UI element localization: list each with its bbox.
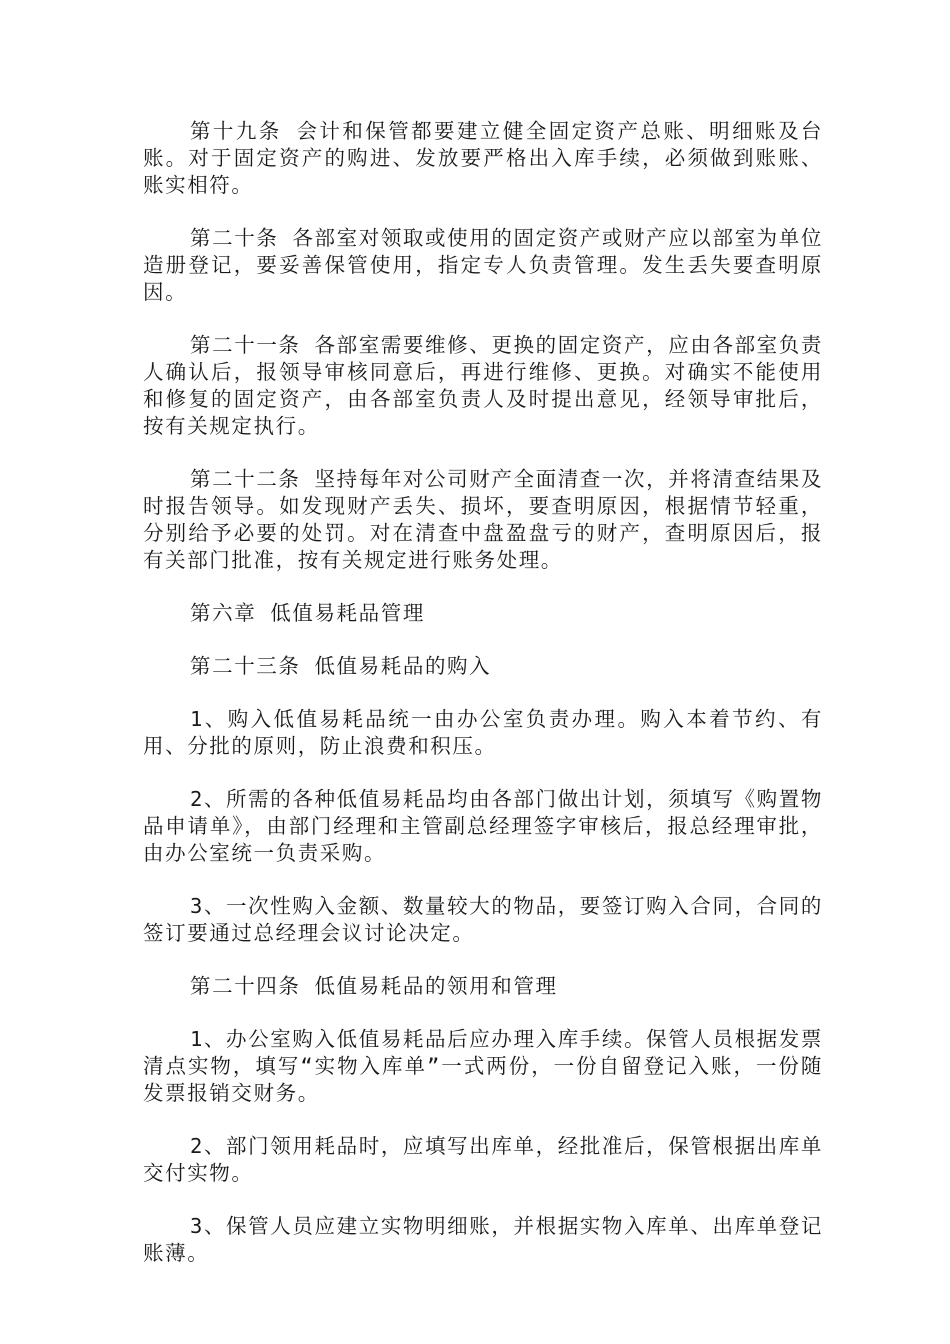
article-23-heading: 第二十三条 低值易耗品的购入 (190, 654, 492, 678)
document-body (143, 118, 823, 1293)
article-24-item-2: 2、部门领用耗品时，应填写出库单，经批准后，保管根据出库单交付实物。 (143, 1134, 823, 1185)
chapter-6-heading: 第六章 低值易耗品管理 (190, 601, 425, 625)
article-21: 第二十一条 各部室需要维修、更换的固定资产，应由各部室负责人确认后，报领导审核同意后，再进行维修、更换。对确实不能使用和修复的固定资产，由各部室负责人及时提出意见，经领导审批后，按有关规定执行。 (143, 333, 823, 438)
article-22: 第二十二条 坚持每年对公司财产全面清查一次，并将清查结果及时报告领导。如发现财产丢失、损坏，要查明原因，根据情节轻重，分别给予必要的处罚。对在清查中盘盈盘亏的财产，查明原因后，报有关部门批准，按有关规定进行账务处理。 (143, 467, 823, 572)
article-24-item-3: 3、保管人员应建立实物明细账，并根据实物入库单、出库单登记账薄。 (143, 1214, 823, 1265)
article-23-item-3: 3、一次性购入金额、数量较大的物品，要签订购入合同，合同的签订要通过总经理会议讨论决定。 (143, 894, 823, 945)
article-24-heading: 第二十四条 低值易耗品的领用和管理 (190, 974, 558, 998)
article-23-item-1: 1、购入低值易耗品统一由办公室负责办理。购入本着节约、有用、分批的原则，防止浪费和积压。 (143, 707, 823, 758)
article-23-item-2: 2、所需的各种低值易耗品均由各部门做出计划，须填写《购置物品申请单》，由部门经理和主管副总经理签字审核后，报总经理审批，由办公室统一负责采购。 (143, 787, 823, 865)
article-19: 第十九条 会计和保管都要建立健全固定资产总账、明细账及台账。对于固定资产的购进、发放要严格出入库手续，必须做到账账、账实相符。 (143, 119, 823, 197)
article-20: 第二十条 各部室对领取或使用的固定资产或财产应以部室为单位造册登记，要妥善保管使用，指定专人负责管理。发生丢失要查明原因。 (143, 226, 823, 304)
article-24-item-1: 1、办公室购入低值易耗品后应办理入库手续。保管人员根据发票清点实物，填写“实物入库单”一式两份，一份自留登记入账，一份随发票报销交财务。 (143, 1027, 823, 1105)
